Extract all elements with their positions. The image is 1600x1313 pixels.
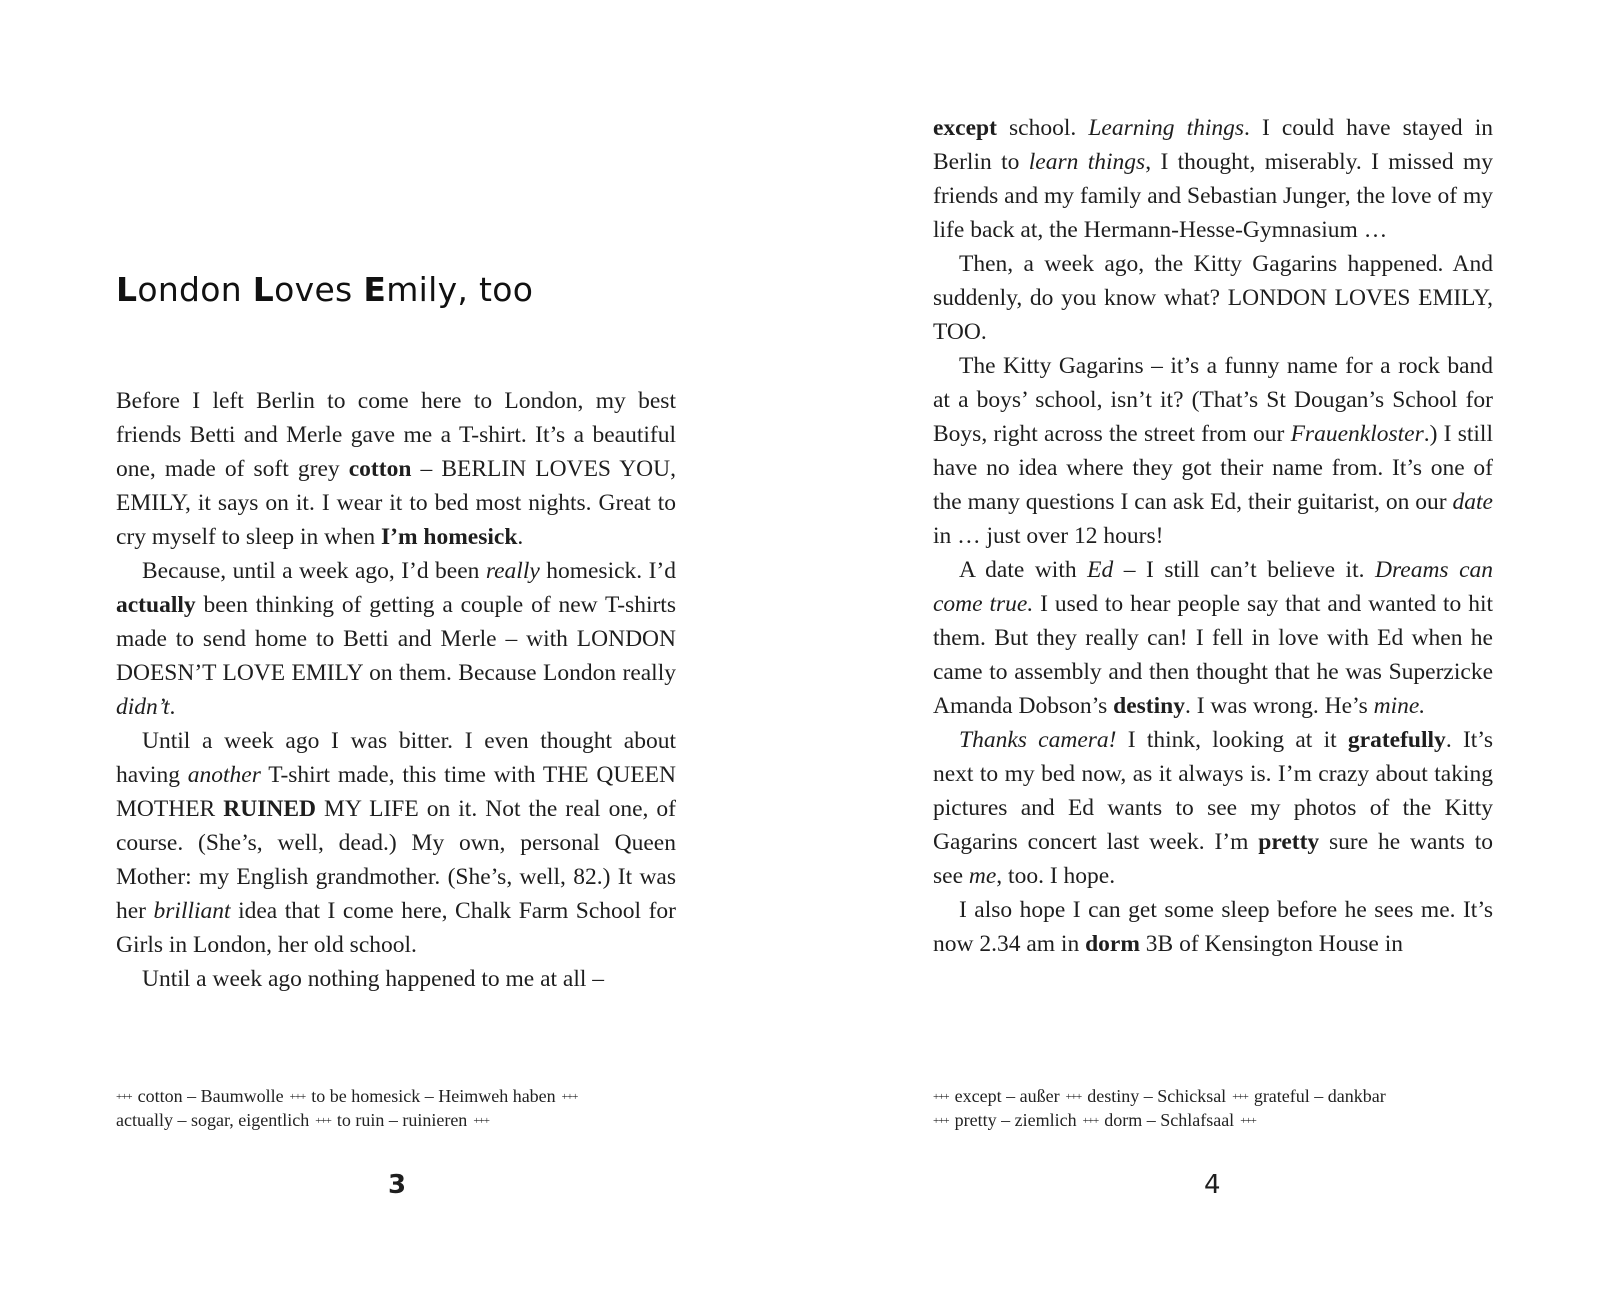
- separator-marks: +++: [1232, 1091, 1248, 1103]
- glossary-entry: to be homesick – Heimweh haben: [311, 1086, 556, 1106]
- separator-marks: +++: [116, 1091, 132, 1103]
- title-initial: E: [363, 270, 387, 309]
- paragraph: Until a week ago I was bitter. I even thought about having another T-shirt made, this time with THE QUEEN MOTHER RUINED MY LIFE on it. Not the real one, of course. (She’s, well, dead.) My own, personal Queen Mother: my English grandmother. (She’s, well, 82.) It was her brilliant idea that I come here, Chalk Farm School for Girls in London, her old school.: [116, 728, 677, 958]
- separator-marks: +++: [1065, 1091, 1082, 1103]
- paragraph: Thanks camera! I think, looking at it gratefully. It’s next to my bed now, as it always is. I’m crazy about taking pictures and Ed wants to see my photos of the Kitty Gagarins concert last week. I’m pretty sure he wants to see me, too. I hope.: [933, 727, 1494, 889]
- separator-marks: +++: [289, 1091, 306, 1103]
- glossary-entry: dorm – Schlafsaal: [1104, 1110, 1235, 1130]
- vocab-word: destiny: [1113, 693, 1185, 719]
- title-initial: L: [116, 270, 138, 309]
- paragraph: Until a week ago nothing happened to me at all –: [142, 966, 605, 992]
- glossary-entry: destiny – Schicksal: [1087, 1086, 1227, 1106]
- separator-marks: +++: [1082, 1115, 1099, 1127]
- glossary-line: [116, 1109, 676, 1133]
- separator-marks: +++: [473, 1115, 489, 1127]
- vocab-word: gratefully: [1347, 727, 1446, 753]
- vocab-word: RUINED: [223, 796, 316, 822]
- title-initial: L: [252, 270, 275, 309]
- vocab-word: I’m homesick: [380, 524, 518, 550]
- paragraph: I also hope I can get some sleep before he sees me. It’s now 2.34 am in dorm 3B of Kensington House in: [933, 897, 1493, 957]
- title-word: mily: [386, 270, 458, 309]
- title-tail: , too: [457, 270, 534, 309]
- paragraph: except school. Learning things. I could have stayed in Berlin to learn things, I thought, miserably. I missed my friends and my family and Sebastian Junger, the love of my life back at, the Hermann-Hesse-Gymnasium …: [933, 115, 1493, 243]
- page-number: 4: [1204, 1170, 1221, 1200]
- glossary-line: [116, 1085, 676, 1109]
- vocab-word: except: [933, 115, 997, 141]
- glossary-entry: cotton – Baumwolle: [137, 1086, 284, 1106]
- glossary-entry: except – außer: [954, 1086, 1060, 1106]
- glossary-entry: actually – sogar, eigentlich: [116, 1110, 310, 1130]
- chapter-title: [116, 270, 533, 309]
- paragraph: The Kitty Gagarins – it’s a funny name for a rock band at a boys’ school, isn’t it? (That’s St Dougan’s School for Boys, right across the street from our Frauenkloster.) I still have no idea where they got their name from. It’s one of the many questions I can ask Ed, their guitarist, on our date in … just over 12 hours!: [933, 353, 1493, 549]
- title-word: oves: [274, 270, 353, 309]
- glossary-line: [933, 1085, 1493, 1109]
- glossary-footnote: [116, 1085, 676, 1133]
- page-number: 3: [388, 1170, 407, 1200]
- separator-marks: +++: [561, 1091, 578, 1103]
- glossary-footnote: [933, 1085, 1493, 1133]
- right-page: [800, 0, 1600, 1313]
- vocab-word: dorm: [1085, 931, 1140, 957]
- separator-marks: +++: [315, 1115, 331, 1127]
- glossary-entry: to ruin – ruinieren: [336, 1110, 468, 1130]
- paragraph: Because, until a week ago, I’d been really homesick. I’d actually been thinking of getting a couple of new T-shirts made to send home to Betti and Merle – with LONDON DOESN’T LOVE EMILY on them. Because London really didn’t.: [116, 558, 676, 720]
- separator-marks: +++: [1240, 1115, 1256, 1127]
- glossary-entry: grateful – dankbar: [1253, 1086, 1386, 1106]
- paragraph: Then, a week ago, the Kitty Gagarins happened. And suddenly, do you know what? LONDON LOVES EMILY, TOO.: [933, 251, 1493, 345]
- vocab-word: pretty: [1258, 829, 1320, 855]
- separator-marks: +++: [933, 1115, 949, 1127]
- title-word: ondon: [137, 270, 242, 309]
- vocab-word: actually: [116, 592, 196, 618]
- vocab-word: cotton: [348, 456, 412, 482]
- body-text: [116, 384, 676, 996]
- paragraph: Before I left Berlin to come here to London, my best friends Betti and Merle gave me a T-shirt. It’s a beautiful one, made of soft grey cotton – BERLIN LOVES YOU, EMILY, it says on it. I wear it to bed most nights. Great to cry myself to sleep in when I’m homesick.: [116, 388, 676, 550]
- glossary-line: [933, 1109, 1493, 1133]
- body-text: [933, 111, 1493, 961]
- paragraph: A date with Ed – I still can’t believe it. Dreams can come true. I used to hear people say that and wanted to hit them. But they really can! I fell in love with Ed when he came to assembly and then thought that he was Superzicke Amanda Dobson’s destiny. I was wrong. He’s mine.: [933, 557, 1494, 719]
- separator-marks: +++: [933, 1091, 949, 1103]
- glossary-entry: pretty – ziemlich: [954, 1110, 1077, 1130]
